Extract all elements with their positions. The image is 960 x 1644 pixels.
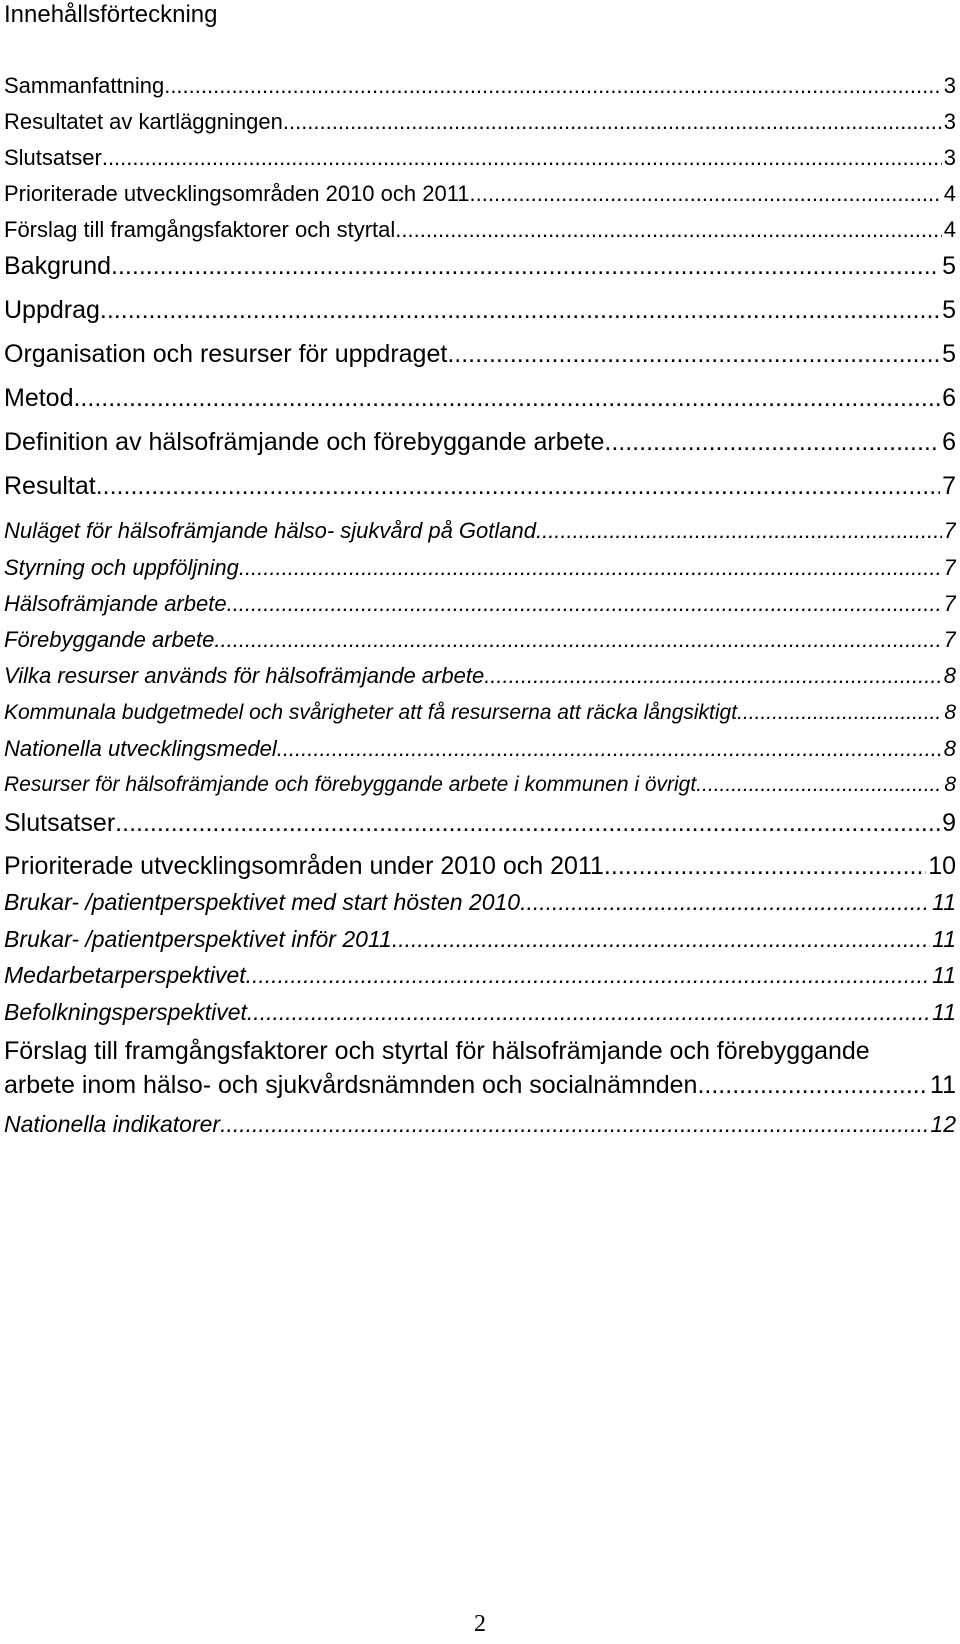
page-number: 2 <box>474 1611 486 1637</box>
toc-entry-forslag-framgangsfaktorer[interactable] <box>4 1034 956 1102</box>
toc-entry-page: 3 <box>943 73 956 98</box>
toc-entry-prioriterade-under[interactable] <box>4 851 956 881</box>
toc-entry-title: Nationella utvecklingsmedel <box>4 736 277 761</box>
toc-entry-title: Förslag till framgångsfaktorer och styrtal <box>4 217 396 242</box>
toc-leader <box>164 73 942 99</box>
toc-entry-page: 7 <box>943 518 956 543</box>
toc-entry-metod[interactable] <box>4 383 956 413</box>
toc-entry-title: Hälsofrämjande arbete <box>4 591 227 616</box>
toc-leader <box>220 1110 928 1138</box>
toc-entry-resultatet-av-kartlaggningen[interactable] <box>4 109 956 135</box>
toc-leader <box>96 471 940 501</box>
toc-entry-title-line-2: arbete inom hälso- och sjukvårdsnämnden och socialnämnden <box>4 1071 698 1099</box>
toc-leader <box>392 925 930 953</box>
toc-entry-second-line <box>4 1068 956 1102</box>
toc-entry-page: 8 <box>943 663 956 688</box>
toc-entry-nationella-utvecklingsmedel[interactable] <box>4 736 956 762</box>
toc-leader <box>697 1068 928 1102</box>
toc-entry-page: 12 <box>930 1111 956 1137</box>
toc-entry-title: Uppdrag <box>4 296 100 324</box>
toc-entry-page: 7 <box>943 555 956 580</box>
toc-leader <box>536 518 942 544</box>
toc-entry-title: Slutsatser <box>4 145 102 170</box>
toc-entry-page: 4 <box>943 217 956 242</box>
toc-leader <box>395 217 941 243</box>
toc-leader <box>102 145 942 171</box>
toc-leader <box>604 851 926 881</box>
toc-entry-page: 8 <box>943 736 956 761</box>
toc-leader <box>100 295 940 325</box>
toc-entry-page: 5 <box>942 340 956 368</box>
toc-entry-kommunala-budgetmedel[interactable] <box>4 700 956 726</box>
toc-entry-page: 11 <box>932 962 956 988</box>
toc-entry-page: 7 <box>943 627 956 652</box>
toc-entry-page: 6 <box>942 428 956 456</box>
toc-entry-brukar-infor-2011[interactable] <box>4 925 956 953</box>
toc-entry-title: Prioriterade utvecklingsområden 2010 och 2011 <box>4 181 470 206</box>
toc-entry-title: Brukar- /patientperspektivet med start hösten 2010 <box>4 889 521 915</box>
toc-entry-definition[interactable] <box>4 427 956 457</box>
toc-leader <box>520 888 930 916</box>
toc-entry-page: 6 <box>942 384 956 412</box>
toc-entry-page: 11 <box>932 926 956 952</box>
toc-entry-page: 9 <box>942 809 956 837</box>
toc-entry-title: Befolkningsperspektivet <box>4 999 247 1025</box>
toc-entry-title: Förebyggande arbete <box>4 627 215 652</box>
toc-entry-page: 8 <box>944 701 956 724</box>
toc-leader <box>484 663 942 689</box>
toc-entry-resultat[interactable] <box>4 471 956 501</box>
toc-leader <box>214 627 941 653</box>
toc-entry-uppdrag[interactable] <box>4 295 956 325</box>
toc-entry-title: Resurser för hälsofrämjande och förebyggande arbete i kommunen i övrigt <box>4 773 697 796</box>
toc-entry-title: Sammanfattning <box>4 73 165 98</box>
toc-entry-title: Organisation och resurser för uppdraget <box>4 340 448 368</box>
toc-leader <box>470 181 942 207</box>
toc-entry-title-line-1: Förslag till framgångsfaktorer och styrtal för hälsofrämjande och förebyggande <box>4 1037 870 1065</box>
toc-leader <box>227 591 942 617</box>
toc-entry-organisation[interactable] <box>4 339 956 369</box>
toc-entry-page: 4 <box>943 181 956 206</box>
toc-entry-styrning[interactable] <box>4 555 956 581</box>
toc-entry-page: 7 <box>942 472 956 500</box>
toc-entry-title: Prioriterade utvecklingsområden under 2010 och 2011 <box>4 852 604 880</box>
toc-entry-title: Bakgrund <box>4 252 112 280</box>
toc-entry-forebyggande-arbete[interactable] <box>4 627 956 653</box>
toc-entry-title: Nuläget för hälsofrämjande hälso- sjukvård på Gotland <box>4 518 536 543</box>
toc-entry-page: 5 <box>942 296 956 324</box>
toc-entry-befolkningsperspektivet[interactable] <box>4 998 956 1026</box>
toc-leader <box>447 339 940 369</box>
toc-entry-vilka-resurser[interactable] <box>4 663 956 689</box>
toc-entry-title: Styrning och uppföljning <box>4 555 239 580</box>
toc-entry-medarbetarperspektivet[interactable] <box>4 961 956 989</box>
toc-leader <box>115 808 940 838</box>
toc-entry-slutsatser-summary[interactable] <box>4 145 956 171</box>
toc-entry-page: 3 <box>943 145 956 170</box>
toc-leader <box>111 251 940 281</box>
toc-entry-resurser-kommunen[interactable] <box>4 772 956 798</box>
toc-leader <box>73 383 940 413</box>
toc-entry-bakgrund[interactable] <box>4 251 956 281</box>
toc-entry-title: Kommunala budgetmedel och svårigheter att få resurserna att räcka långsiktigt <box>4 701 738 724</box>
toc-leader <box>247 998 930 1026</box>
toc-entry-page: 3 <box>943 109 956 134</box>
toc-entry-page: 7 <box>943 591 956 616</box>
toc-entry-nulaget[interactable] <box>4 518 956 544</box>
toc-entry-page: 11 <box>932 889 956 915</box>
toc-entry-title: Slutsatser <box>4 809 116 837</box>
page-title: Innehållsförteckning <box>4 1 218 28</box>
toc-entry-page: 5 <box>942 252 956 280</box>
toc-entry-page: 8 <box>944 773 956 796</box>
toc-leader <box>283 109 942 135</box>
toc-entry-title: Medarbetarperspektivet <box>4 962 246 988</box>
toc-entry-title: Vilka resurser används för hälsofrämjande arbete <box>4 663 485 688</box>
toc-entry-title: Metod <box>4 384 74 412</box>
toc-entry-page: 10 <box>928 852 956 880</box>
toc-entry-title: Brukar- /patientperspektivet inför 2011 <box>4 926 392 952</box>
toc-entry-brukar-hosten-2010[interactable] <box>4 888 956 916</box>
toc-leader <box>277 736 942 762</box>
toc-entry-nationella-indikatorer[interactable] <box>4 1110 956 1138</box>
toc-entry-title: Resultat <box>4 472 96 500</box>
toc-entry-halsoframjande-arbete[interactable] <box>4 591 956 617</box>
toc-entry-page: 11 <box>930 1071 956 1099</box>
toc-entry-prioriterade-2010-2011[interactable] <box>4 181 956 207</box>
toc-leader <box>239 555 942 581</box>
toc-leader <box>696 772 942 798</box>
toc-leader <box>604 427 940 457</box>
toc-leader <box>246 961 930 989</box>
toc-entry-slutsatser[interactable] <box>4 808 956 838</box>
toc-entry-sammanfattning[interactable] <box>4 73 956 99</box>
toc-entry-page: 11 <box>932 999 956 1025</box>
toc-entry-title: Definition av hälsofrämjande och förebyggande arbete <box>4 428 605 456</box>
toc-leader <box>737 700 942 726</box>
toc-entry-title: Resultatet av kartläggningen <box>4 109 283 134</box>
toc-entry-title: Nationella indikatorer <box>4 1111 221 1137</box>
toc-entry-forslag-styrtal[interactable] <box>4 217 956 243</box>
